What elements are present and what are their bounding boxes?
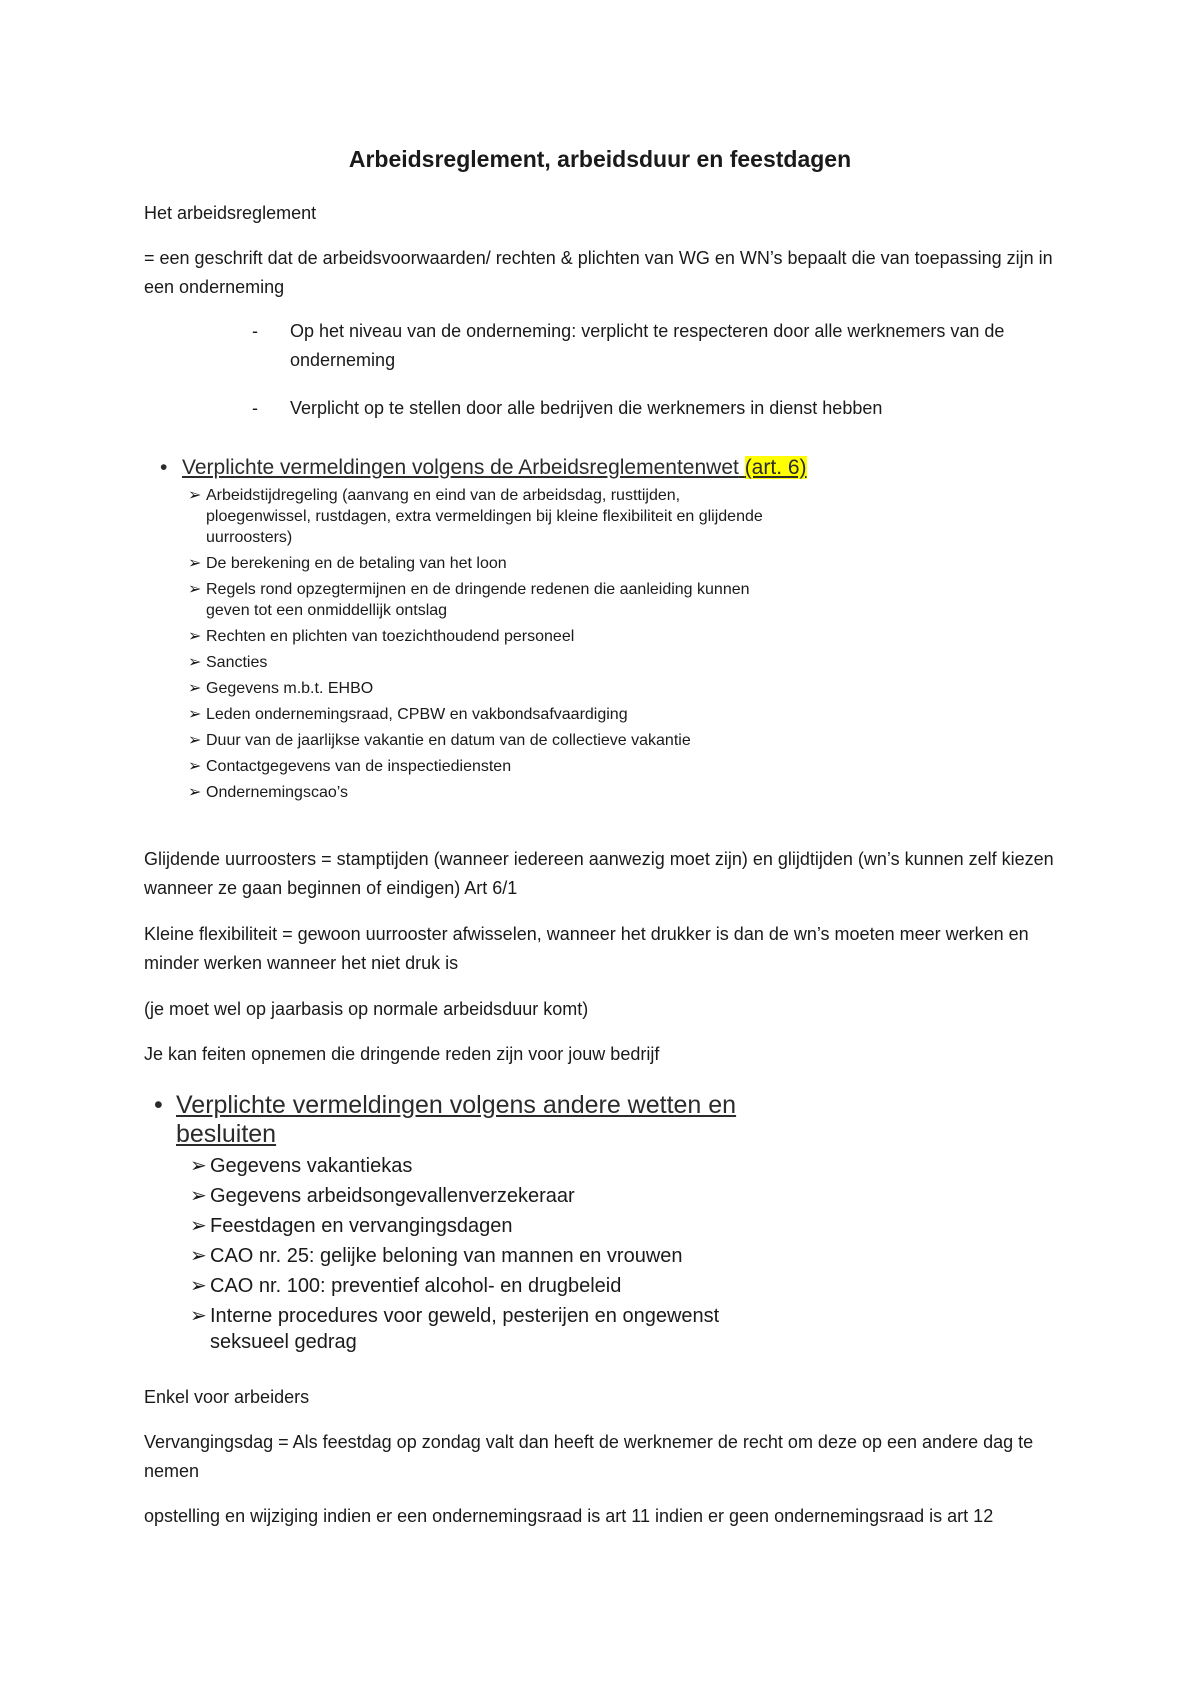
arrow-bullet-icon: ➢	[190, 1155, 207, 1177]
list-item-text: Sancties	[206, 654, 268, 671]
kleine-flexibiliteit-paragraph: Kleine flexibiliteit = gewoon uurrooster afwisselen, wanneer het drukker is dan de wn’s moeten meer werken en minder werken wanneer het niet druk is	[144, 924, 1029, 973]
arrow-bullet-icon: ➢	[188, 758, 202, 775]
glijdende-uurroosters-paragraph: Glijdende uurroosters = stamptijden (wanneer iedereen aanwezig moet zijn) en glijdtijden (wn’s kunnen zelf kiezen wanneer ze gaan beginnen of eindigen) Art 6/1	[144, 849, 1054, 898]
dash-marker: -	[252, 398, 258, 418]
list-item-text: Gegevens vakantiekas	[210, 1155, 413, 1177]
list-item-text: Interne procedures voor geweld, pesterijen en ongewenst seksueel gedrag	[210, 1305, 720, 1353]
arrow-bullet-icon: ➢	[188, 706, 202, 723]
list-item-text: De berekening en de betaling van het loon	[206, 555, 507, 572]
highlighted-article: (art. 6)	[744, 456, 807, 479]
list-item	[190, 1243, 770, 1269]
arrow-bullet-icon: ➢	[188, 784, 202, 801]
arrow-bullet-icon: ➢	[188, 654, 202, 671]
arrow-bullet-icon: ➢	[188, 628, 202, 645]
list-item-text: CAO nr. 100: preventief alcohol- en drugbeleid	[210, 1275, 622, 1297]
list-item-text: Gegevens arbeidsongevallenverzekeraar	[210, 1185, 575, 1207]
list-item-text: CAO nr. 25: gelijke beloning van mannen en vrouwen	[210, 1245, 683, 1267]
page-title: Arbeidsreglement, arbeidsduur en feestdagen	[348, 146, 852, 172]
list-item	[188, 485, 766, 548]
arrow-bullet-icon: ➢	[190, 1185, 207, 1207]
arrow-bullet-icon: ➢	[188, 487, 202, 504]
list-item	[188, 678, 766, 699]
list-item-text: Regels rond opzegtermijnen en de dringende redenen die aanleiding kunnen geven tot een onmiddellijk ontslag	[206, 581, 750, 619]
list-item-text: Gegevens m.b.t. EHBO	[206, 680, 374, 697]
bullet-marker: •	[154, 1091, 163, 1119]
list-item	[190, 1213, 770, 1239]
arrow-bullet-icon: ➢	[188, 732, 202, 749]
list-item-text: Duur van de jaarlijkse vakantie en datum van de collectieve vakantie	[206, 732, 691, 749]
arbeiders-paragraph: Enkel voor arbeiders	[144, 1387, 310, 1407]
bullet-marker: •	[160, 456, 168, 479]
opstelling-paragraph: opstelling en wijziging indien er een ondernemingsraad is art 11 indien er geen ondernemingsraad is art 12	[144, 1506, 994, 1526]
list-item-text: Rechten en plichten van toezichthoudend personeel	[206, 628, 575, 645]
arrow-bullet-icon: ➢	[188, 555, 202, 572]
list-item	[188, 730, 766, 751]
intro-heading: Het arbeidsreglement	[144, 203, 317, 223]
list-item	[190, 1153, 770, 1179]
arrow-bullet-icon: ➢	[190, 1245, 207, 1267]
slide-image-andere-wetten	[154, 1091, 776, 1359]
vervangingsdag-paragraph: Vervangingsdag = Als feestdag op zondag valt dan heeft de werknemer de recht om deze op een andere dag te nemen	[144, 1432, 1034, 1481]
feiten-paragraph: Je kan feiten opnemen die dringende reden zijn voor jouw bedrijf	[144, 1044, 660, 1064]
definition-paragraph: = een geschrift dat de arbeidsvoorwaarden/ rechten & plichten van WG en WN’s bepaalt die van toepassing zijn in een onderneming	[144, 248, 1053, 297]
list-item	[190, 1273, 770, 1299]
list-item	[188, 782, 766, 803]
list-item-text: Ondernemingscao’s	[206, 784, 349, 801]
list-item	[188, 704, 766, 725]
arrow-bullet-icon: ➢	[188, 581, 202, 598]
list-item	[190, 1183, 770, 1209]
list-item-text: Contactgegevens van de inspectiediensten	[206, 758, 512, 775]
list-item	[188, 553, 766, 574]
list-item	[188, 756, 766, 777]
list-item-text: Leden ondernemingsraad, CPBW en vakbondsafvaardiging	[206, 706, 628, 723]
slide-heading	[160, 455, 807, 481]
slide-list	[188, 485, 807, 803]
arrow-bullet-icon: ➢	[188, 680, 202, 697]
arrow-bullet-icon: ➢	[190, 1275, 207, 1297]
arrow-bullet-icon: ➢	[190, 1305, 207, 1327]
dash-marker: -	[252, 321, 258, 341]
slide-heading	[154, 1091, 776, 1149]
dash-item-text: Verplicht op te stellen door alle bedrijven die werknemers in dienst hebben	[290, 398, 883, 418]
jaarbasis-paragraph: (je moet wel op jaarbasis op normale arbeidsduur komt)	[144, 999, 589, 1019]
list-item-text: Feestdagen en vervangingsdagen	[210, 1215, 513, 1237]
list-item-text: Arbeidstijdregeling (aanvang en eind van de arbeidsdag, rusttijden, ploegenwissel, rustdagen, extra vermeldingen bij kleine flexibiliteit en glijdende uurroosters)	[206, 487, 763, 546]
slide-list	[190, 1153, 776, 1355]
dash-item-text: Op het niveau van de onderneming: verplicht te respecteren door alle werknemers van de onderneming	[290, 321, 1005, 370]
list-item	[188, 652, 766, 673]
list-item	[188, 579, 766, 621]
slide-image-arbeidsreglementenwet	[160, 455, 807, 808]
slide-heading-text: Verplichte vermeldingen volgens andere wetten en besluiten	[176, 1091, 737, 1148]
list-item	[190, 1303, 770, 1355]
list-item	[188, 626, 766, 647]
arrow-bullet-icon: ➢	[190, 1215, 207, 1237]
slide-heading-text: Verplichte vermeldingen volgens de Arbeidsreglementenwet	[182, 456, 739, 479]
